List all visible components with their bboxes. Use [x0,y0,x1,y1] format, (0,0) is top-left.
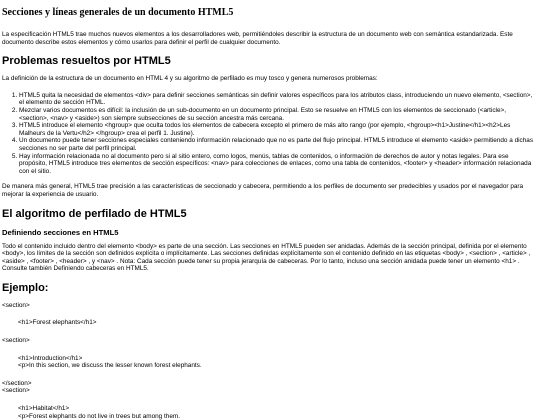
problems-heading: Problemas resueltos por HTML5 [2,55,171,68]
list-item: 1. HTML5 quita la necesidad de elementos <div> para definir secciones semánticas sin definir valores específicos para los atributos class, introduciendo un nuevo elemento, <section>, el elemento de sección HTML. [19,92,536,107]
list-item: 2. Mezclar varios documentos es difícil: la inclusión de un sub-documento en un documento principal. Esto se resuelve en HTML5 con los elementos de seccionado (<article>, <section>, <nav> y <aside>) son siempre subsecciones de su sección ancestra más cercana. [19,107,536,122]
code-line: </section> [2,379,32,387]
problems-list [2,92,536,176]
algorithm-subheading: Definiendo secciones en HTML5 [2,227,119,237]
code-line: <p>Forest elephants do not live in trees but among them. [18,412,180,420]
code-line: <section> [2,301,30,309]
algorithm-text: Todo el contenido incluido dentro del elemento <body> es parte de una sección. Las secciones en HTML5 pueden ser anidadas. Además de la sección principal, definida por el elemento <body>, los límites de la sección son definidos explícita o implícitamente. Las secciones definidas explícitamente son el contenido definido en las etiquetas <body> , <section> , <article> , <aside> , <footer> , <header> , y <nav> . Nota: Cada sección puede tener su propia jerarquía de cabeceras. Por lo tanto, incluso una sección anidada puede tener un elemento <h1> . Consulte también Definiendo cabeceras en HTML5. [2,242,531,273]
code-line: <p>In this section, we discuss the lesser known forest elephants. [18,362,202,370]
code-line: <h1>Introduction</h1> [18,354,83,362]
code-line: <h1>Habitat</h1> [18,405,70,413]
example-heading: Ejemplo: [2,281,49,294]
problems-closing: De manera más general, HTML5 trae precisión a las características de seccionado y cabecera, permitiendo a los perfiles de documento ser predecibles y usados por el navegador para mejorar la experiencia de usuario. [2,183,524,198]
code-line: <section> [2,337,30,345]
code-line: <section> [2,387,30,395]
page-title: Secciones y líneas generales de un documento HTML5 [2,7,234,18]
problems-lead: La definición de la estructura de un documento en HTML 4 y su algoritmo de perfilado es muy tosco y genera numerosos problemas: [2,75,378,83]
intro-paragraph: La especificación HTML5 trae muchos nuevos elementos a los desarrolladores web, permitiéndoles describir la estructura de un documento web con semántica estandarizada. Este documento describe estos elementos y cómo usarlos para definir el perfil de cualquier documento. [2,31,513,46]
list-item: 5. Hay información relacionada no al documento pero si al sitio entero, como logos, menús, tablas de contenidos, o información de derechos de autor y notas legales. Para ese propósito, HTML5 introduce tres elementos de sección específicos: <nav> para colecciones de enlaces, como una tabla de contenidos, <footer> y <header> información relacionada con el sitio. [19,153,536,176]
list-item: 4. Un documento puede tener secciones especiales conteniendo información relacionado que no es parte del flujo principal. HTML5 introduce el elemento <aside> permitiendo a dichas secciones no ser parte del perfil principal. [19,137,536,152]
code-line: <h1>Forest elephants</h1> [18,319,97,327]
code-example [2,302,536,420]
algorithm-heading: El algoritmo de perfilado de HTML5 [2,207,187,220]
list-item: 3. HTML5 introduce el elemento <hgroup> que oculta todos los elementos de cabecera excepto el primero de más alto rango (por ejemplo, <hgroup><h1>Justine</h1><h2>Les Malheurs de la Vertu</h2> </hgroup> crea el perfil 1. Justine). [19,122,536,137]
